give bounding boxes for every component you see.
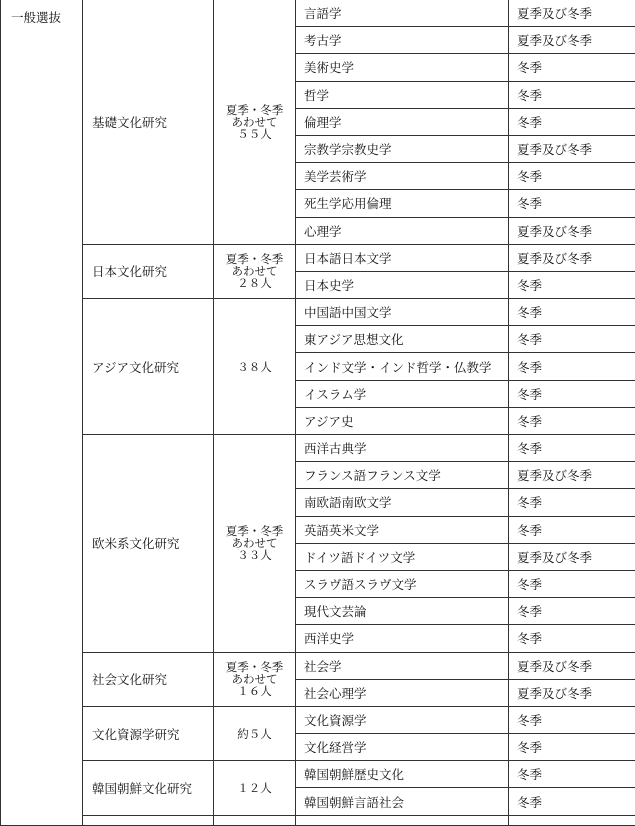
quota: ３８人 bbox=[214, 299, 296, 435]
program-name: 言語学 bbox=[296, 0, 509, 27]
exam-semester: 冬季 bbox=[509, 489, 635, 516]
exam-semester: 夏季及び冬季 bbox=[509, 543, 635, 570]
program-name: 韓国朝鮮言語社会 bbox=[296, 788, 509, 815]
exam-semester: 冬季 bbox=[509, 108, 635, 135]
program-name: スラヴ語スラヴ文学 bbox=[296, 570, 509, 597]
table-row bbox=[1, 299, 635, 326]
program-name: 倫理学 bbox=[296, 108, 509, 135]
exam-semester: 冬季 bbox=[509, 81, 635, 108]
program-name: 日本史学 bbox=[296, 271, 509, 298]
exam-semester: 冬季 bbox=[509, 326, 635, 353]
table-row bbox=[1, 435, 635, 462]
exam-semester: 夏季及び冬季 bbox=[509, 679, 635, 706]
program-name: ドイツ語ドイツ文学 bbox=[296, 543, 509, 570]
research-area: 社会文化研究 bbox=[83, 652, 214, 706]
program-name: 哲学 bbox=[296, 81, 509, 108]
quota: 夏季・冬季 あわせて ５５人 bbox=[214, 0, 296, 244]
program-name: 日本語日本文学 bbox=[296, 244, 509, 271]
program-name: 考古学 bbox=[296, 27, 509, 54]
quota: 約５人 bbox=[214, 706, 296, 760]
exam-semester: 冬季 bbox=[509, 761, 635, 788]
program-name: 死生学応用倫理 bbox=[296, 190, 509, 217]
program-name: 社会学 bbox=[296, 652, 509, 679]
exam-semester: 冬季 bbox=[509, 570, 635, 597]
research-area: 欧米系文化研究 bbox=[83, 435, 214, 653]
exam-semester: 冬季 bbox=[509, 407, 635, 434]
program-name: 西洋史学 bbox=[296, 625, 509, 652]
exam-semester: 冬季 bbox=[509, 625, 635, 652]
research-area: 日本文化研究 bbox=[83, 244, 214, 298]
exam-semester: 夏季及び冬季 bbox=[509, 217, 635, 244]
exam-semester: 冬季 bbox=[509, 353, 635, 380]
program-name: 心理学 bbox=[296, 217, 509, 244]
exam-semester: 冬季 bbox=[509, 788, 635, 815]
program-name: 美術史学 bbox=[296, 54, 509, 81]
table-row bbox=[1, 706, 635, 733]
selection-category: 一般選抜 bbox=[1, 0, 83, 825]
exam-semester: 夏季及び冬季 bbox=[509, 135, 635, 162]
program-name: 中国語中国文学 bbox=[296, 299, 509, 326]
exam-semester: 冬季 bbox=[509, 190, 635, 217]
program-name: インド文学・インド哲学・仏教学 bbox=[296, 353, 509, 380]
exam-semester: 夏季及び冬季 bbox=[509, 27, 635, 54]
program-name: 社会心理学 bbox=[296, 679, 509, 706]
program-name: イスラム学 bbox=[296, 380, 509, 407]
program-name: 英語英米文学 bbox=[296, 516, 509, 543]
program-name: 文化経営学 bbox=[296, 734, 509, 761]
exam-semester: 冬季 bbox=[509, 516, 635, 543]
program-name: フランス語フランス文学 bbox=[296, 462, 509, 489]
research-area: 韓国朝鮮文化研究 bbox=[83, 761, 214, 815]
program-name: 美学芸術学 bbox=[296, 163, 509, 190]
table-row bbox=[1, 761, 635, 788]
program-name: アジア史 bbox=[296, 407, 509, 434]
table-row bbox=[1, 244, 635, 271]
table-row bbox=[1, 652, 635, 679]
program-name: 韓国朝鮮歴史文化 bbox=[296, 761, 509, 788]
program-name: 南欧語南欧文学 bbox=[296, 489, 509, 516]
program-name: 東アジア思想文化 bbox=[296, 326, 509, 353]
exam-semester: 冬季 bbox=[509, 706, 635, 733]
exam-semester: 冬季 bbox=[509, 163, 635, 190]
research-area: 文化資源学研究 bbox=[83, 706, 214, 760]
table-row bbox=[1, 0, 635, 27]
program-name: 宗教学宗教史学 bbox=[296, 135, 509, 162]
exam-semester: 夏季及び冬季 bbox=[509, 244, 635, 271]
exam-semester: 夏季及び冬季 bbox=[509, 652, 635, 679]
exam-semester: 夏季及び冬季 bbox=[509, 462, 635, 489]
exam-semester: 冬季 bbox=[509, 299, 635, 326]
research-area: 基礎文化研究 bbox=[83, 0, 214, 244]
program-name: 現代文芸論 bbox=[296, 598, 509, 625]
exam-semester: 冬季 bbox=[509, 271, 635, 298]
research-area: アジア文化研究 bbox=[83, 299, 214, 435]
exam-semester: 冬季 bbox=[509, 598, 635, 625]
quota: 夏季・冬季 あわせて ３３人 bbox=[214, 435, 296, 653]
program-name: 西洋古典学 bbox=[296, 435, 509, 462]
exam-semester: 冬季 bbox=[509, 54, 635, 81]
exam-semester: 冬季 bbox=[509, 734, 635, 761]
exam-semester: 冬季 bbox=[509, 435, 635, 462]
quota: 夏季・冬季 あわせて ２８人 bbox=[214, 244, 296, 298]
admission-table-body bbox=[1, 0, 635, 825]
quota: １２人 bbox=[214, 761, 296, 815]
program-name: 文化資源学 bbox=[296, 706, 509, 733]
exam-semester: 冬季 bbox=[509, 380, 635, 407]
quota: 夏季・冬季 あわせて １６人 bbox=[214, 652, 296, 706]
exam-semester: 夏季及び冬季 bbox=[509, 0, 635, 27]
